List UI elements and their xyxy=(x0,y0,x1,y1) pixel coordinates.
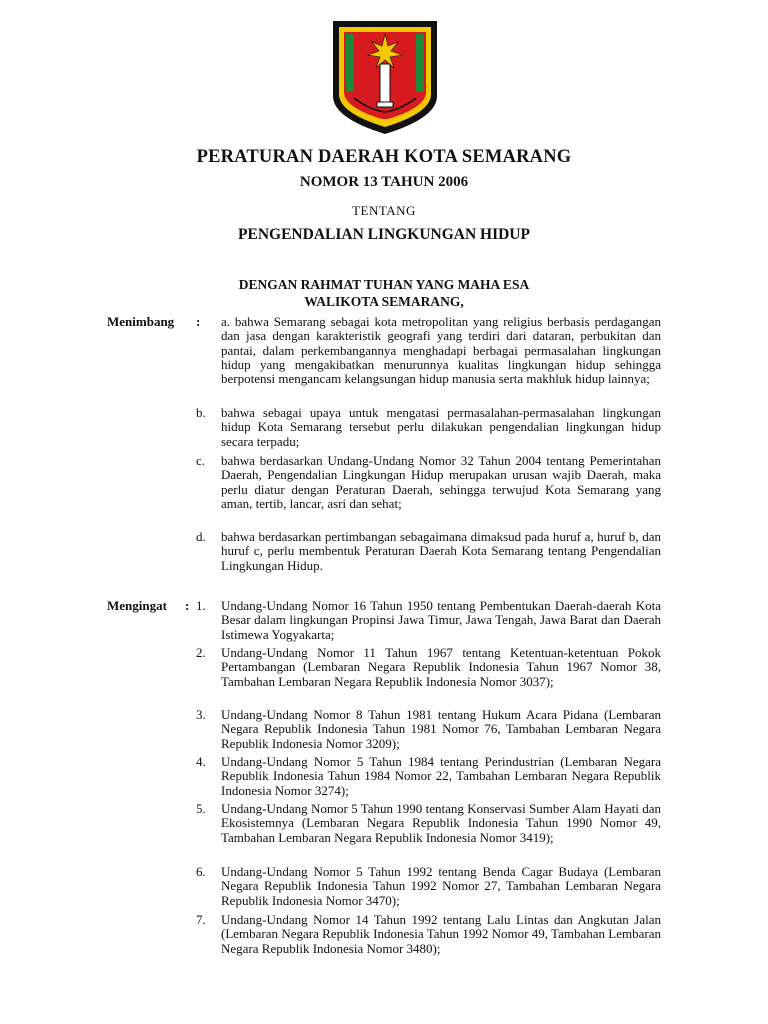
menimbang-text-b: bahwa sebagai upaya untuk mengatasi permasalahan-permasalahan lingkungan hidup Kota Semarang tersebut perlu dilakukan pengendalian lingkungan hidup secara terpadu; xyxy=(221,405,661,449)
menimbang-text-d: bahwa berdasarkan pertimbangan sebagaimana dimaksud pada huruf a, huruf b, dan huruf c, perlu membentuk Peraturan Daerah Kota Semarang tentang Pengendalian Lingkungan Hidup. xyxy=(221,529,661,573)
kota-semarang-crest-icon xyxy=(330,18,440,136)
mengingat-text-1: Undang-Undang Nomor 16 Tahun 1950 tentang Pembentukan Daerah-daerah Kota Besar dalam lingkungan Propinsi Jawa Timur, Jawa Tengah, Jawa Barat dan Daerah Istimewa Yogyakarta; xyxy=(221,598,661,642)
mengingat-marker-6: 6. xyxy=(196,864,206,879)
mengingat-text-4: Undang-Undang Nomor 5 Tahun 1984 tentang Perindustrian (Lembaran Negara Republik Indonesia Tahun 1984 Nomor 22, Tambahan Lembaran Negara Republik Indonesia Nomor 3274); xyxy=(221,754,661,798)
menimbang-colon: : xyxy=(196,314,201,329)
mengingat-colon: : xyxy=(185,598,190,613)
mayor-line: WALIKOTA SEMARANG, xyxy=(304,294,464,309)
document-subject: PENGENDALIAN LINGKUNGAN HIDUP xyxy=(238,226,530,243)
mengingat-text-3: Undang-Undang Nomor 8 Tahun 1981 tentang Hukum Acara Pidana (Lembaran Negara Republik Indonesia Tahun 1981 Nomor 76, Tambahan Lembaran Negara Republik Indonesia Nomor 3209); xyxy=(221,707,661,751)
grace-line: DENGAN RAHMAT TUHAN YANG MAHA ESA xyxy=(238,277,530,292)
mengingat-marker-7: 7. xyxy=(196,912,206,927)
mengingat-label: Mengingat xyxy=(107,598,167,613)
mengingat-text-5: Undang-Undang Nomor 5 Tahun 1990 tentang Konservasi Sumber Alam Hayati dan Ekosistemnya (Lembaran Negara Republik Indonesia Tahun 1990 Nomor 49, Tambahan Lembaran Negara Republik Indonesia Nomor 3419); xyxy=(221,801,661,845)
mengingat-text-6: Undang-Undang Nomor 5 Tahun 1992 tentang Benda Cagar Budaya (Lembaran Negara Republik Indonesia Tahun 1992 Nomor 27, Tambahan Lembaran Negara Republik Indonesia Nomor 3470); xyxy=(221,864,661,908)
mengingat-marker-1: 1. xyxy=(196,598,206,613)
mengingat-marker-2: 2. xyxy=(196,645,206,660)
about-label: TENTANG xyxy=(352,203,416,218)
mengingat-text-2: Undang-Undang Nomor 11 Tahun 1967 tentang Ketentuan-ketentuan Pokok Pertambangan (Lembaran Negara Republik Indonesia Tahun 1967 Nomor 38, Tambahan Lembaran Negara Republik Indonesia Nomor 3037); xyxy=(221,645,661,689)
menimbang-marker-d: d. xyxy=(196,529,206,544)
mengingat-text-7: Undang-Undang Nomor 14 Tahun 1992 tentang Lalu Lintas dan Angkutan Jalan (Lembaran Negara Republik Indonesia Tahun 1992 Nomor 49, Tambahan Lembaran Negara Republik Indonesia Nomor 3480); xyxy=(221,912,661,956)
document-number: NOMOR 13 TAHUN 2006 xyxy=(299,174,469,190)
menimbang-marker-c: c. xyxy=(196,453,206,468)
mengingat-marker-4: 4. xyxy=(196,754,206,769)
menimbang-text-a: a. bahwa Semarang sebagai kota metropolitan yang religius berbasis perdagangan dan jasa dengan karakteristik geografi yang terdiri dari dataran, perbukitan dan pantai, dalam perkembangannya menghadapi berbagai permasalahan lingkungan hidup yang mengakibatkan menurunnya kualitas lingkungan hidup sehingga berpotensi mengancam kelangsungan hidup manusia serta makhluk hidup lainnya; xyxy=(221,314,661,387)
mengingat-marker-3: 3. xyxy=(196,707,206,722)
menimbang-label: Menimbang xyxy=(107,314,175,329)
menimbang-marker-b: b. xyxy=(196,405,206,420)
mengingat-marker-5: 5. xyxy=(196,801,206,816)
document-title: PERATURAN DAERAH KOTA SEMARANG xyxy=(196,147,572,167)
menimbang-text-c: bahwa berdasarkan Undang-Undang Nomor 32 Tahun 2004 tentang Pemerintahan Daerah, Pengendalian Lingkungan Hidup merupakan urusan wajib Daerah, maka perlu diatur dengan Peraturan Daerah, sehingga terwujud Kota Semarang yang aman, tertib, lancar, asri dan sehat; xyxy=(221,453,661,511)
